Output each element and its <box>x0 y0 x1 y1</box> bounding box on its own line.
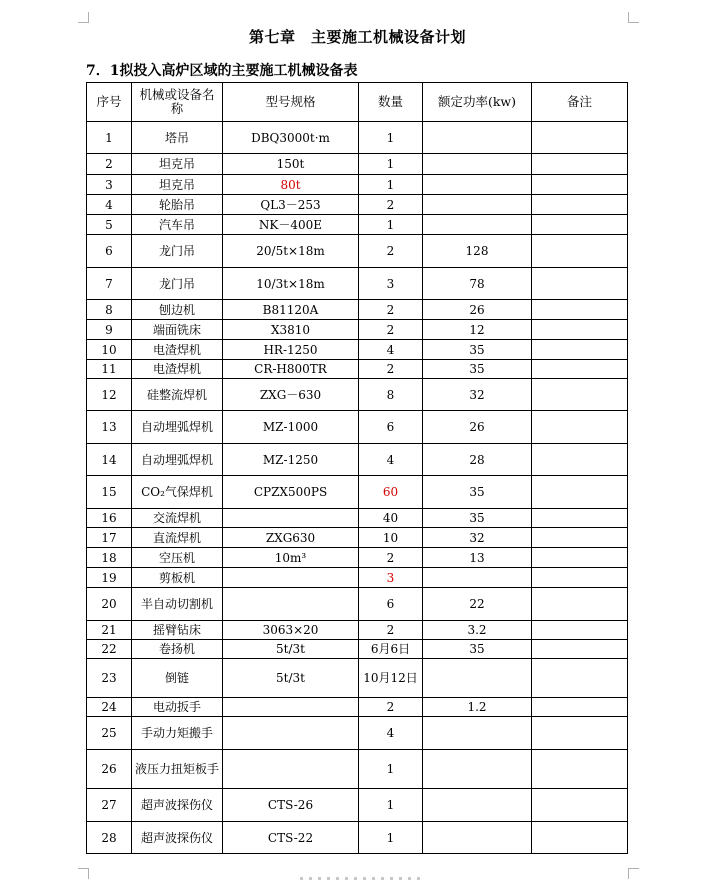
table-header-row <box>87 83 628 122</box>
cell-model: CR-H800TR <box>223 360 359 379</box>
cell-qty: 2 <box>359 300 423 320</box>
cell-model <box>223 717 359 750</box>
cell-no: 3 <box>87 175 132 195</box>
cell-model: HR-1250 <box>223 340 359 360</box>
cell-qty: 1 <box>359 822 423 854</box>
cell-model: MZ-1250 <box>223 444 359 476</box>
cell-note <box>532 300 628 320</box>
cell-model: 20/5t×18m <box>223 235 359 268</box>
cell-model: CTS-26 <box>223 789 359 822</box>
cell-note <box>532 379 628 411</box>
cell-power <box>423 717 532 750</box>
cell-name: 自动埋弧焊机 <box>132 444 223 476</box>
page-corner-mark <box>78 868 89 879</box>
cell-model: CTS-22 <box>223 822 359 854</box>
cell-name: 电动扳手 <box>132 698 223 717</box>
cell-qty: 10 <box>359 528 423 548</box>
cell-qty: 1 <box>359 215 423 235</box>
cell-note <box>532 360 628 379</box>
table-row <box>87 300 628 320</box>
cell-name: 手动力矩搬手 <box>132 717 223 750</box>
cell-name: 自动埋弧焊机 <box>132 411 223 444</box>
table-row <box>87 268 628 300</box>
cell-note <box>532 444 628 476</box>
cell-power <box>423 122 532 154</box>
cell-power: 35 <box>423 640 532 659</box>
table-row <box>87 621 628 640</box>
cell-model: 10/3t×18m <box>223 268 359 300</box>
cell-note <box>532 698 628 717</box>
cell-qty: 2 <box>359 195 423 215</box>
cell-note <box>532 659 628 698</box>
cell-model <box>223 750 359 789</box>
cell-power: 35 <box>423 509 532 528</box>
cell-note <box>532 122 628 154</box>
cell-no: 7 <box>87 268 132 300</box>
cell-note <box>532 822 628 854</box>
table-row <box>87 154 628 175</box>
cell-note <box>532 528 628 548</box>
table-row <box>87 235 628 268</box>
header-cell-model: 型号规格 <box>223 83 359 122</box>
cell-model: 3063×20 <box>223 621 359 640</box>
cell-name: 轮胎吊 <box>132 195 223 215</box>
cell-no: 1 <box>87 122 132 154</box>
cell-qty: 1 <box>359 175 423 195</box>
cell-qty: 1 <box>359 750 423 789</box>
cell-qty: 3 <box>359 568 423 588</box>
cell-model: 10m³ <box>223 548 359 568</box>
cell-note <box>532 411 628 444</box>
cell-name: 电渣焊机 <box>132 360 223 379</box>
cell-no: 25 <box>87 717 132 750</box>
cell-no: 9 <box>87 320 132 340</box>
cell-power: 22 <box>423 588 532 621</box>
cell-name: CO₂气保焊机 <box>132 476 223 509</box>
cell-name: 倒链 <box>132 659 223 698</box>
cell-qty: 6 <box>359 411 423 444</box>
cell-power: 12 <box>423 320 532 340</box>
table-row <box>87 340 628 360</box>
cell-qty: 4 <box>359 717 423 750</box>
page-corner-mark <box>628 868 639 879</box>
cell-model: CPZX500PS <box>223 476 359 509</box>
cell-no: 26 <box>87 750 132 789</box>
cell-no: 12 <box>87 379 132 411</box>
cell-name: 端面铣床 <box>132 320 223 340</box>
cell-qty: 60 <box>359 476 423 509</box>
cell-note <box>532 154 628 175</box>
cell-name: 超声波探伤仪 <box>132 822 223 854</box>
cell-power <box>423 215 532 235</box>
cell-name: 龙门吊 <box>132 235 223 268</box>
header-cell-name: 机械或设备名称 <box>132 83 223 122</box>
table-row <box>87 789 628 822</box>
cell-note <box>532 717 628 750</box>
cell-no: 14 <box>87 444 132 476</box>
cell-model: 150t <box>223 154 359 175</box>
page-corner-mark <box>78 12 89 23</box>
table-row <box>87 548 628 568</box>
header-cell-note: 备注 <box>532 83 628 122</box>
cell-note <box>532 789 628 822</box>
cell-no: 19 <box>87 568 132 588</box>
section-title: 7．1拟投入高炉区域的主要施工机械设备表 <box>86 63 358 79</box>
cell-model: DBQ3000t·m <box>223 122 359 154</box>
table-row <box>87 411 628 444</box>
cell-no: 27 <box>87 789 132 822</box>
cell-model <box>223 698 359 717</box>
cell-qty: 2 <box>359 320 423 340</box>
table-row <box>87 588 628 621</box>
cell-no: 5 <box>87 215 132 235</box>
cell-name: 刨边机 <box>132 300 223 320</box>
cell-qty: 2 <box>359 360 423 379</box>
cell-model: 80t <box>223 175 359 195</box>
cell-no: 24 <box>87 698 132 717</box>
cell-qty: 6月6日 <box>359 640 423 659</box>
cell-name: 卷扬机 <box>132 640 223 659</box>
cell-name: 空压机 <box>132 548 223 568</box>
header-cell-power: 额定功率(kw) <box>423 83 532 122</box>
cell-note <box>532 568 628 588</box>
cell-qty: 4 <box>359 340 423 360</box>
cell-model: 5t/3t <box>223 640 359 659</box>
table-row <box>87 379 628 411</box>
cell-power <box>423 750 532 789</box>
cell-no: 15 <box>87 476 132 509</box>
cell-power <box>423 659 532 698</box>
cell-note <box>532 509 628 528</box>
cell-model <box>223 568 359 588</box>
cell-power <box>423 568 532 588</box>
table-row <box>87 568 628 588</box>
cell-no: 4 <box>87 195 132 215</box>
cell-no: 22 <box>87 640 132 659</box>
cell-power: 28 <box>423 444 532 476</box>
cell-note <box>532 235 628 268</box>
cell-no: 10 <box>87 340 132 360</box>
cell-no: 17 <box>87 528 132 548</box>
table-row <box>87 122 628 154</box>
cell-power <box>423 154 532 175</box>
cell-name: 半自动切割机 <box>132 588 223 621</box>
cell-power <box>423 195 532 215</box>
cell-qty: 40 <box>359 509 423 528</box>
cell-model <box>223 509 359 528</box>
cell-model: X3810 <box>223 320 359 340</box>
cell-qty: 4 <box>359 444 423 476</box>
cell-power <box>423 822 532 854</box>
cell-note <box>532 215 628 235</box>
cell-name: 超声波探伤仪 <box>132 789 223 822</box>
table-row <box>87 175 628 195</box>
cell-qty: 3 <box>359 268 423 300</box>
table-row <box>87 640 628 659</box>
cell-note <box>532 750 628 789</box>
cell-no: 8 <box>87 300 132 320</box>
cell-power <box>423 175 532 195</box>
cell-note <box>532 588 628 621</box>
header-cell-qty: 数量 <box>359 83 423 122</box>
cell-qty: 10月12日 <box>359 659 423 698</box>
cell-no: 2 <box>87 154 132 175</box>
cell-name: 交流焊机 <box>132 509 223 528</box>
cell-power <box>423 789 532 822</box>
cell-name: 龙门吊 <box>132 268 223 300</box>
cell-model: ZXG630 <box>223 528 359 548</box>
cell-qty: 2 <box>359 235 423 268</box>
cell-name: 液压力扭矩板手 <box>132 750 223 789</box>
cell-note <box>532 548 628 568</box>
cell-name: 剪板机 <box>132 568 223 588</box>
cell-name: 坦克吊 <box>132 175 223 195</box>
cell-power: 13 <box>423 548 532 568</box>
table-row <box>87 509 628 528</box>
cell-no: 28 <box>87 822 132 854</box>
cell-name: 硅整流焊机 <box>132 379 223 411</box>
cell-power: 32 <box>423 528 532 548</box>
cell-power: 35 <box>423 340 532 360</box>
cell-note <box>532 268 628 300</box>
cell-note <box>532 320 628 340</box>
cell-no: 23 <box>87 659 132 698</box>
cell-model <box>223 588 359 621</box>
cell-name: 电渣焊机 <box>132 340 223 360</box>
cell-no: 20 <box>87 588 132 621</box>
cell-qty: 2 <box>359 621 423 640</box>
cell-note <box>532 340 628 360</box>
table-row <box>87 822 628 854</box>
page-footer-dots <box>300 877 420 880</box>
cell-power: 35 <box>423 360 532 379</box>
table-row <box>87 698 628 717</box>
cell-note <box>532 640 628 659</box>
cell-power: 78 <box>423 268 532 300</box>
cell-name: 坦克吊 <box>132 154 223 175</box>
cell-qty: 6 <box>359 588 423 621</box>
cell-model: QL3－253 <box>223 195 359 215</box>
cell-power: 26 <box>423 300 532 320</box>
cell-name: 摇臂钻床 <box>132 621 223 640</box>
cell-qty: 1 <box>359 122 423 154</box>
cell-power: 32 <box>423 379 532 411</box>
cell-name: 汽车吊 <box>132 215 223 235</box>
cell-no: 21 <box>87 621 132 640</box>
cell-power: 128 <box>423 235 532 268</box>
cell-no: 18 <box>87 548 132 568</box>
table-row <box>87 320 628 340</box>
table-row <box>87 659 628 698</box>
chapter-title: 第七章 主要施工机械设备计划 <box>248 28 466 46</box>
cell-power: 3.2 <box>423 621 532 640</box>
cell-qty: 2 <box>359 548 423 568</box>
cell-qty: 1 <box>359 154 423 175</box>
cell-qty: 8 <box>359 379 423 411</box>
cell-power: 1.2 <box>423 698 532 717</box>
cell-no: 11 <box>87 360 132 379</box>
cell-model: NK－400E <box>223 215 359 235</box>
table-row <box>87 195 628 215</box>
cell-model: MZ-1000 <box>223 411 359 444</box>
cell-note <box>532 175 628 195</box>
cell-no: 16 <box>87 509 132 528</box>
cell-no: 13 <box>87 411 132 444</box>
header-cell-no: 序号 <box>87 83 132 122</box>
table-row <box>87 215 628 235</box>
cell-note <box>532 476 628 509</box>
cell-power: 26 <box>423 411 532 444</box>
table-row <box>87 360 628 379</box>
cell-no: 6 <box>87 235 132 268</box>
cell-name: 直流焊机 <box>132 528 223 548</box>
table-row <box>87 528 628 548</box>
cell-name: 塔吊 <box>132 122 223 154</box>
cell-model: B81120A <box>223 300 359 320</box>
equipment-table <box>86 82 628 854</box>
page-corner-mark <box>628 12 639 23</box>
cell-note <box>532 195 628 215</box>
table-row <box>87 750 628 789</box>
cell-model: 5t/3t <box>223 659 359 698</box>
table-row <box>87 476 628 509</box>
table-row <box>87 717 628 750</box>
cell-qty: 1 <box>359 789 423 822</box>
cell-note <box>532 621 628 640</box>
cell-power: 35 <box>423 476 532 509</box>
table-body <box>87 122 628 854</box>
cell-model: ZXG－630 <box>223 379 359 411</box>
cell-qty: 2 <box>359 698 423 717</box>
table-row <box>87 444 628 476</box>
